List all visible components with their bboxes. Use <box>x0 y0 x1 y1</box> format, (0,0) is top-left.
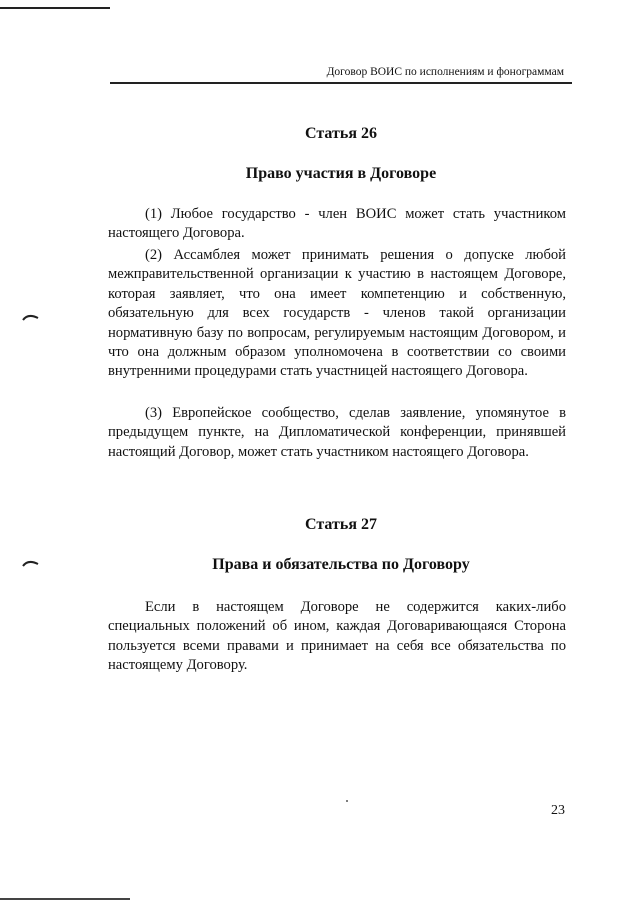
margin-mark-icon <box>22 558 40 568</box>
article-27-paragraph-1: Если в настоящем Договоре не содержится каких-либо специальных положений об ином, каждая Договаривающаяся Сторона пользуется всеми правами и принимает на себя все обязательства по настоящему Договору. <box>108 599 566 674</box>
margin-mark-icon <box>22 312 40 322</box>
page-number: 23 <box>551 803 565 818</box>
scan-speck <box>346 800 348 802</box>
article-26-paragraph-3: (3) Европейское сообщество, сделав заявление, упомянутое в предыдущем пункте, на Дипломатической конференции, принявшей настоящий Договор, может стать участником настоящего Договора. <box>108 405 566 460</box>
scan-edge-mark-bottom <box>0 898 130 900</box>
running-header: Договор ВОИС по исполнениям и фонограммам <box>326 66 564 78</box>
article-26-subtitle: Право участия в Договоре <box>245 165 437 182</box>
scan-edge-mark-top <box>0 7 110 9</box>
article-27-title: Статья 27 <box>305 516 377 533</box>
article-26-title: Статья 26 <box>305 125 377 142</box>
article-26-paragraph-1: (1) Любое государство - член ВОИС может стать участником настоящего Договора. <box>108 206 566 242</box>
header-rule <box>110 82 572 84</box>
article-27-subtitle: Права и обязательства по Договору <box>212 556 470 573</box>
article-26-paragraph-2: (2) Ассамблея может принимать решения о допуске любой межправительственной организации к участию в настоящем Договоре, которая заявляет, что она имеет компетенцию и собственную, обязательную для всех государств - членов такой организации нормативную базу по вопросам, регулируемым настоящим Договором, и что она должным образом уполномочена в соответствии со своими внутренними процедурами стать участницей настоящего Договора. <box>108 247 566 380</box>
